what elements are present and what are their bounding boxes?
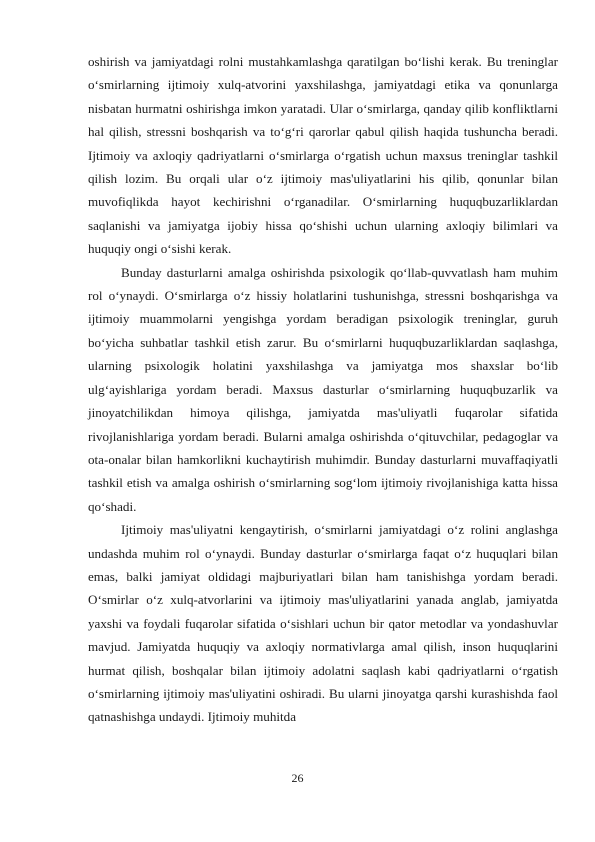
paragraph-1: oshirish va jamiyatdagi rolni mustahkamlashga qaratilgan bo‘lishi kerak. Bu treninglar o‘smirlarning ijtimoiy xulq-atvorini yaxshilashga, jamiyatdagi etika va qonunlarga nisbatan hurmatni oshirishga imkon yaratadi. Ular o‘smirlarga, qanday qilib konfliktlarni hal qilish, stressni boshqarish va to‘g‘ri qarorlar qabul qilish haqida tushuncha beradi. Ijtimoiy va axloqiy qadriyatlarni o‘smirlarga o‘rgatish uchun maxsus treninglar tashkil qilish lozim. Bu orqali ular o‘z ijtimoiy mas'uliyatlarini his qilib, qonunlar bilan muvofiqlikda hayot kechirishni o‘rganadilar. O‘smirlarning huquqbuzarliklardan saqlanishi va jamiyatga ijobiy hissa qo‘shishi uchun ularning axloqiy bilimlari va huquqiy ongi o‘sishi kerak.	[88, 54, 558, 257]
page-number: 26	[291, 771, 304, 785]
paragraph-2: Bunday dasturlarni amalga oshirishda psixologik qo‘llab-quvvatlash ham muhim rol o‘ynaydi. O‘smirlarga o‘z hissiy holatlarini tushunishga, stressni boshqarishga va ijtimoiy muammolarni yengishga yordam beradigan psixologik treninglar, guruh bo‘yicha suhbatlar tashkil etish zarur. Bu o‘smirlarni huquqbuzarliklardan saqlashga, ularning psixologik holatini yaxshilashga va jamiyatga mos shaxslar bo‘lib ulg‘ayishlariga yordam beradi. Maxsus dasturlar o‘smirlarning huquqbuzarlik va jinoyatchilikdan himoya qilishga, jamiyatda mas'uliyatli fuqarolar sifatida rivojlanishlariga yordam beradi. Bularni amalga oshirishda o‘qituvchilar, pedagoglar va ota-onalar bilan hamkorlikni kuchaytirish muhimdir. Bunday dasturlarni muvaffaqiyatli tashkil etish va amalga oshirish o‘smirlarning sog‘lom ijtimoiy rivojlanishiga katta hissa qo‘shadi.	[88, 264, 558, 514]
body-text	[88, 50, 558, 729]
paragraph-3: Ijtimoiy mas'uliyatni kengaytirish, o‘smirlarni jamiyatdagi o‘z rolini anglashga undashda muhim rol o‘ynaydi. Bunday dasturlar o‘smirlarga faqat o‘z huquqlari bilan emas, balki jamiyat oldidagi majburiyatlari bilan ham tanishishga yordam beradi. O‘smirlar o‘z xulq-atvorlarini va ijtimoiy mas'uliyatlarini yanada anglab, jamiyatda yaxshi va foydali fuqarolar sifatida o‘sishlari uchun bir qator metodlar va yondashuvlar mavjud. Jamiyatda huquqiy va axloqiy normativlarga amal qilish, inson huquqlarini hurmat qilish, boshqalar bilan ijtimoiy adolatni saqlash kabi qadriyatlarni o‘rgatish o‘smirlarning ijtimoiy mas'uliyatini oshiradi. Bu ularni jinoyatga qarshi kurashishda faol qatnashishga undaydi. Ijtimoiy muhitda	[88, 522, 558, 725]
